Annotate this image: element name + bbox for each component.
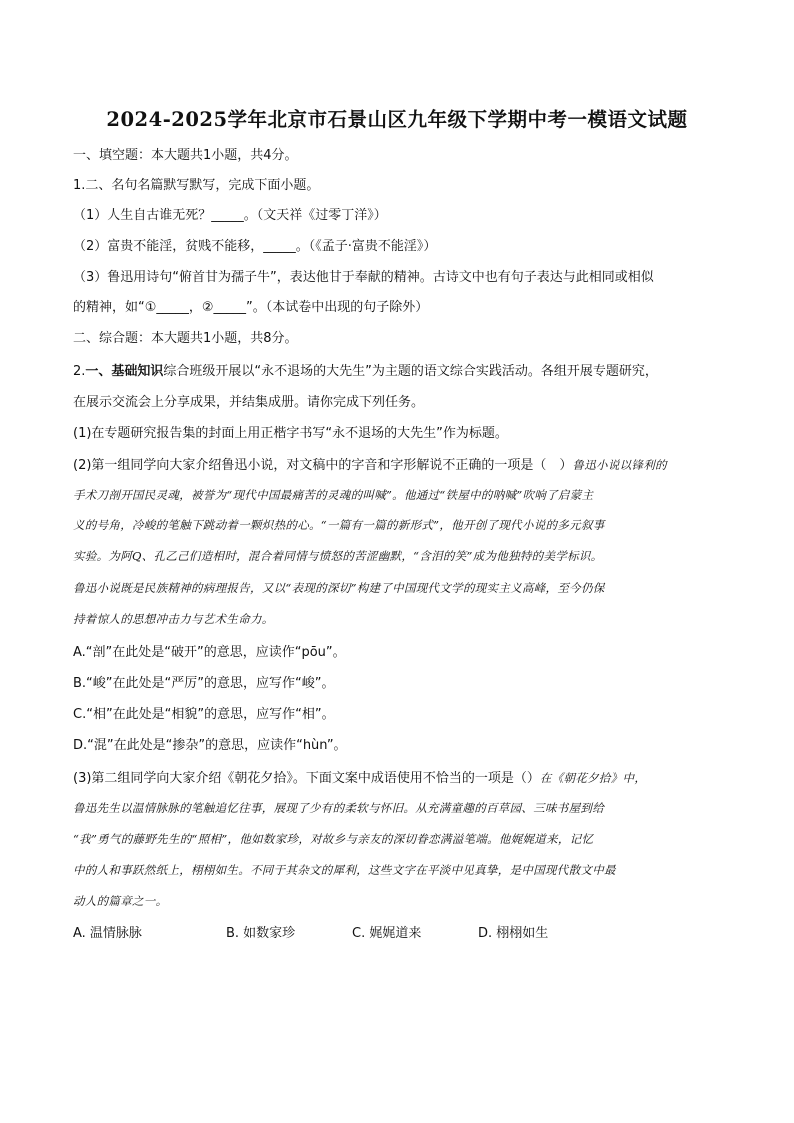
- task-2-question: (2)第一组同学向大家介绍鲁迅小说，对文稿中的字音和字形解说不正确的一项是（ ）: [73, 458, 573, 473]
- section-heading-comprehensive: 二、综合题：本大题共1小题，共8分。: [73, 331, 298, 346]
- task-2-intro-line: [73, 455, 723, 476]
- question-2-stem-line-2: 在展示交流会上分享成果，并结集成册。请你完成下列任务。: [73, 395, 425, 410]
- task-2-option-c[interactable]: C.“相”在此处是“相貌”的意思，应写作“相”。: [73, 707, 335, 722]
- question-category: 一、基础知识: [85, 364, 164, 379]
- question-1-sub-2: （2）富贵不能淫，贫贱不能移，_____。（《孟子·富贵不能淫》）: [73, 239, 437, 254]
- task-3-passage-line: 鲁迅先生以温情脉脉的笔触追忆往事，展现了少有的柔软与怀旧。从充满童趣的百草园、三味书屋到给: [73, 801, 604, 815]
- task-2-passage-start: 鲁迅小说以锋利的: [572, 458, 667, 472]
- question-1-sub-3-line-2: 的精神，如“①_____，②_____”。（本试卷中出现的句子除外）: [73, 300, 429, 315]
- question-2-stem-line-1: [73, 362, 723, 382]
- task-3-passage-line: “我”勇气的藤野先生的“照相”，他如数家珍，对故乡与亲友的深切眷恋满溢笔端。他娓娓道来，记忆: [73, 832, 594, 846]
- task-2-passage-line: 实验。为阿Q、孔乙己们造相时，混合着同情与愤怒的苦涩幽默，“含泪的笑”成为他独特的美学标识。: [73, 549, 603, 563]
- task-3-option-b[interactable]: B. 如数家珍: [226, 926, 296, 941]
- task-2-option-b[interactable]: B.“峻”在此处是“严厉”的意思，应写作“峻”。: [73, 676, 335, 691]
- task-3-passage-start: 在《朝花夕拾》中，: [539, 771, 647, 785]
- task-3-intro-line: [73, 768, 723, 789]
- question-number: 2.: [73, 364, 86, 379]
- task-3-option-a[interactable]: A. 温情脉脉: [73, 926, 142, 941]
- task-3-option-d[interactable]: D. 栩栩如生: [478, 926, 549, 941]
- task-1: (1)在专题研究报告集的封面上用正楷字书写“永不退场的大先生”作为标题。: [73, 426, 508, 441]
- task-2-option-a[interactable]: A.“剖”在此处是“破开”的意思，应读作“pōu”。: [73, 645, 346, 660]
- task-2-passage-line: 义的号角，冷峻的笔触下跳动着一颗炽热的心。“一篇有一篇的新形式”，他开创了现代小说的多元叙事: [73, 518, 605, 532]
- task-3-question: (3)第二组同学向大家介绍《朝花夕拾》。下面文案中成语使用不恰当的一项是（）: [73, 771, 540, 786]
- task-3-passage-line: 动人的篇章之一。: [73, 894, 168, 908]
- section-heading-fill-blank: 一、填空题：本大题共1小题，共4分。: [73, 148, 298, 163]
- task-3-passage-line: 中的人和事跃然纸上，栩栩如生。不同于其杂文的犀利，这些文字在平淡中见真挚，是中国现代散文中最: [73, 863, 616, 877]
- task-2-passage-line: 鲁迅小说既是民族精神的病理报告，又以“表现的深切”构建了中国现代文学的现实主义高峰，至今仍保: [73, 581, 605, 595]
- question-1-sub-3-line-1: （3）鲁迅用诗句“俯首甘为孺子牛”，表达他甘于奉献的精神。古诗文中也有句子表达与此相同或相似: [73, 270, 654, 285]
- question-1-sub-1: （1）人生自古谁无死？_____。（文天祥《过零丁洋》）: [73, 208, 387, 223]
- task-2-option-d[interactable]: D.“混”在此处是“掺杂”的意思，应读作“hùn”。: [73, 738, 347, 753]
- document-title: 2024-2025学年北京市石景山区九年级下学期中考一模语文试题: [106, 108, 688, 131]
- task-2-passage-line: 手术刀剖开国民灵魂，被誉为“现代中国最痛苦的灵魂的叫喊”。他通过“铁屋中的呐喊”吹响了启蒙主: [73, 488, 594, 502]
- task-3-option-c[interactable]: C. 娓娓道来: [352, 926, 422, 941]
- task-2-passage-line: 持着惊人的思想冲击力与艺术生命力。: [73, 612, 274, 626]
- question-2-stem-text: 综合班级开展以“永不退场的大先生”为主题的语文综合实践活动。各组开展专题研究，: [163, 364, 658, 379]
- question-1-stem: 1.二、名句名篇默写默写，完成下面小题。: [73, 178, 320, 193]
